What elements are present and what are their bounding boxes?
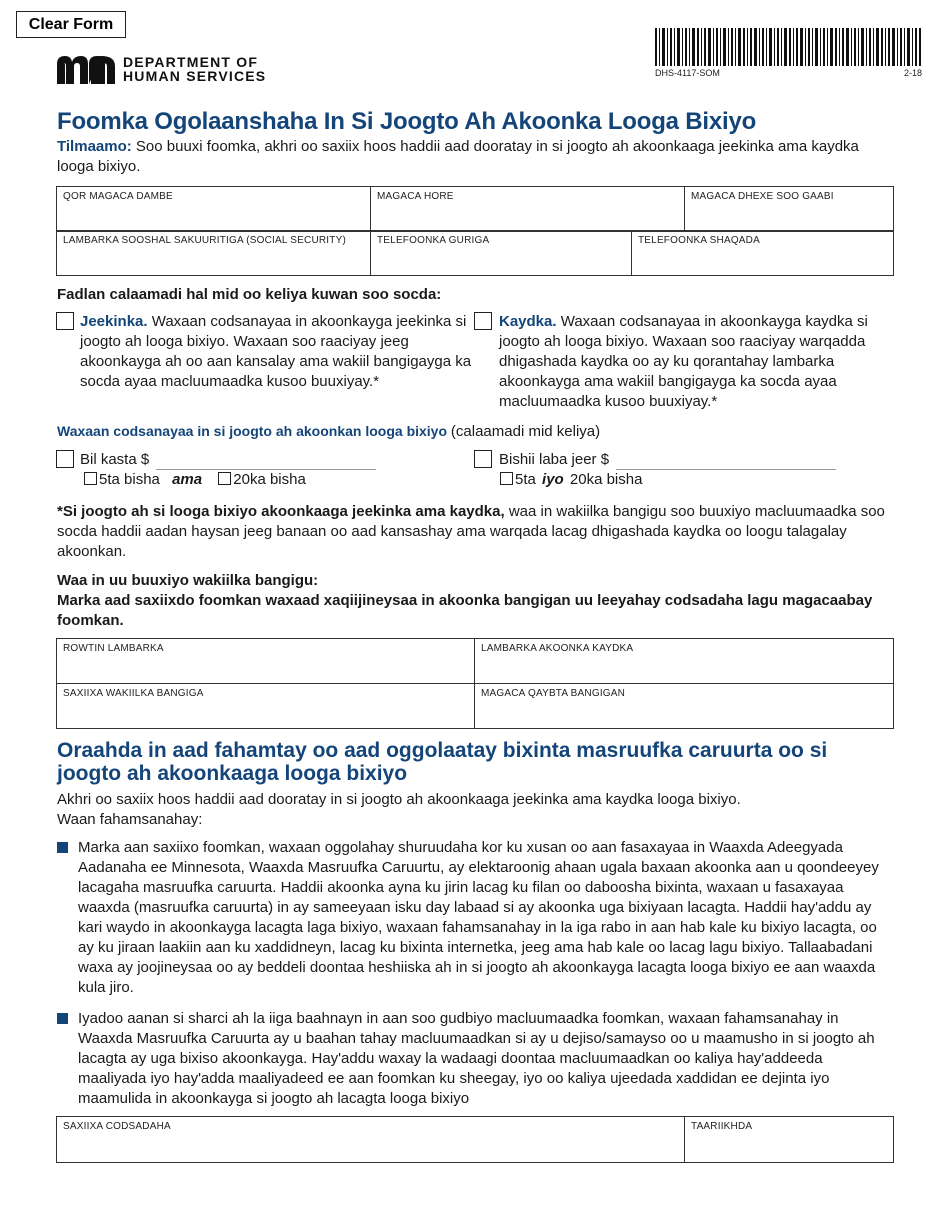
agreement-bullet-1: Marka aan saxiixo foomkan, waxaan oggolahay shuruudaha kor ku xusan oo aan fasaxayaa in Waaxda Adeegyada Aadanaha ee Minnesota, Waaxda Masruufka Caruurtu, ay elektaroonig ahaan ugala baxaan akoonka aan u qoondeeyey lacagaha masruufka caruurta. Haddii akoonka ayna ku jirin lacag ku filan oo daboosha bixinta, waxaan u fasaxayaa waaxda (masruufka caruurta) in ay sameeyaan isku day labaad si ay akoonka uga bixiyaan lacagta. Haddii hay'addu ay kari waydo in akoonkayga lacagta laga bixiyo, waxaan fahamsanahay in la iga rabo in aan hab kale ku bixiyo lacagta, oo ay ku jiraan laakiin aan ku xaddidneyn, lacag ku bixinta internetka, jeeg ama hab kale oo lacag lagu bixiyo. Tallaabadani waxa ay joojineysaa oo ay beddeli doontaa heshiiska ah in si joogto ah akoonkayga lacagta looga bixiyo ee aan waaxda kula jiro.	[78, 839, 879, 996]
first-name-field[interactable]: MAGACA HORE	[371, 187, 685, 232]
bullet-icon	[57, 1013, 68, 1024]
monthly-amount-input[interactable]	[156, 456, 376, 470]
signature-date-field[interactable]: TAARIIKHDA	[685, 1117, 894, 1163]
savings-label: Kaydka.	[499, 313, 557, 330]
instructions-text: Soo buuxi foomka, akhri oo saxiix hoos haddii aad dooratay in si joogto ah akoonkaaga jeekinka ama kaydka looga bixiyo.	[57, 138, 859, 175]
dept-line1: DEPARTMENT OF	[123, 54, 259, 70]
checking-checkbox[interactable]	[56, 312, 74, 330]
bank-section-subheading: Marka aad saxiixdo foomkan waxaad xaqiijineysaa in akoonka bangigan uu leeyahay codsadaha lagu magacaabay foomkan.	[57, 592, 873, 629]
dhs-logo	[55, 54, 266, 84]
form-date: 2-18	[903, 68, 922, 78]
applicant-signature-field[interactable]: SAXIIXA CODSADAHA	[57, 1117, 685, 1163]
clear-form-button[interactable]: Clear Form	[16, 11, 126, 38]
barcode-icon	[655, 28, 921, 66]
withdrawal-prompt: Waxaan codsanayaa in si joogto ah akoonkan looga bixiyo (calaamadi mid keliya)	[57, 423, 601, 440]
checking-text: Waxaan codsanayaa in akoonkayga jeekinka si joogto ah looga bixiyo. Waxaan soo raaciyay jeeg akoonkayga ah oo aan kansalay ama wakiil bangigayga ka socda ayaa macluumaadka kusoo buuxiyay.*	[80, 313, 472, 390]
last-name-field[interactable]: QOR MAGACA DAMBE	[57, 187, 371, 232]
bullet-icon	[57, 842, 68, 853]
twice-monthly-day-options: 5ta iyo 20ka bisha	[500, 470, 642, 490]
twice-5th-checkbox[interactable]	[500, 472, 513, 485]
monthly-day-options: 5ta bisha ama 20ka bisha	[84, 470, 306, 490]
page-title: Foomka Ogolaanshaha In Si Joogto Ah Akoonka Looga Bixiyo	[57, 108, 757, 135]
minnesota-logo-icon	[55, 54, 117, 84]
form-number: DHS-4117-SOM	[655, 68, 720, 78]
agreement-bullet-2: Iyadoo aanan si sharci ah la iiga baahnayn in aan soo gudbiyo macluumaadka foomkan, waxaan fahamsanahay in Waaxda Masruufka Caruurta ay u baahan tahay macluumaadkan si ay u dejiso/samayso oo u maamusho in si joogto ah lacagta ay uga bixiso akoonkayga. Hay'addu waxay la wadaagi doontaa macluumaadkan oo kaliya hay'addeeda maaliyada iyo hay'adda maaliyadeed ee aan foomkan ku sheegay, iyo oo kaliya ujeedada xaddidan ee dejinta iyo maamulida in akoonkayga si joogto ah lacagta looga bixiyo	[78, 1010, 875, 1107]
monthly-checkbox[interactable]	[56, 450, 74, 468]
bank-rep-signature-field[interactable]: SAXIIXA WAKIILKA BANGIGA	[57, 684, 475, 729]
routing-number-field[interactable]: ROWTIN LAMBARKA	[57, 639, 475, 684]
instructions	[57, 137, 897, 177]
instructions-label: Tilmaamo:	[57, 138, 132, 155]
savings-account-number-field[interactable]: LAMBARKA AKOONKA KAYDKA	[475, 639, 894, 684]
applicant-contact-table	[56, 230, 894, 276]
applicant-info-table	[56, 186, 894, 232]
home-phone-field[interactable]: TELEFOONKA GURIGA	[371, 231, 632, 276]
twice-monthly-checkbox[interactable]	[474, 450, 492, 468]
ssn-field[interactable]: LAMBARKA SOOSHAL SAKUURITIGA (SOCIAL SECURITY)	[57, 231, 371, 276]
dept-line2: HUMAN SERVICES	[123, 68, 267, 84]
agreement-intro-2: Waan fahamsanahay:	[57, 811, 203, 828]
savings-checkbox[interactable]	[474, 312, 492, 330]
bank-branch-name-field[interactable]: MAGACA QAYBTA BANGIGAN	[475, 684, 894, 729]
monthly-option: Bil kasta $	[80, 450, 376, 470]
bank-section-heading: Waa in uu buuxiyo wakiilka bangigu:	[57, 572, 319, 589]
twice-monthly-option: Bishii laba jeer $	[499, 450, 836, 470]
twice-monthly-amount-input[interactable]	[616, 456, 836, 470]
checking-label: Jeekinka.	[80, 313, 148, 330]
monthly-5th-checkbox[interactable]	[84, 472, 97, 485]
account-type-prompt: Fadlan calaamadi hal mid oo keliya kuwan soo socda:	[57, 286, 442, 303]
bank-info-table	[56, 638, 894, 729]
signature-table	[56, 1116, 894, 1163]
work-phone-field[interactable]: TELEFOONKA SHAQADA	[632, 231, 894, 276]
middle-name-field[interactable]: MAGACA DHEXE SOO GAABI	[685, 187, 894, 232]
savings-option	[499, 312, 899, 412]
checking-option	[80, 312, 472, 392]
agreement-intro: Akhri oo saxiix hoos haddii aad dooratay in si joogto ah akoonkaaga jeekinka ama kaydka looga bixiyo.	[57, 791, 741, 808]
savings-text: Waxaan codsanayaa in akoonkayga kaydka si joogto ah looga bixiyo. Waxaan soo raaciyay warqadda dhigashada kaydka oo ay ku qorantahay lambarka akoonkayga ama wakiil bangigayga ka socda ayaa macluumaadka kusoo buuxiyay.*	[499, 313, 868, 410]
bank-note: *Si joogto ah si looga bixiyo akoonkaaga jeekinka ama kaydka, waa in wakiilka bangigu soo buuxiyo macluumaadka soo socda haddii aadan haysan jeeg banaan oo aad kansashay ama warqada lacag dhigashada kaydka oo loogu talagalay akoonkan.	[57, 503, 885, 560]
agreement-heading: Oraahda in aad fahamtay oo aad oggolaatay bixinta masruufka caruurta oo si joogto ah akoonkaaga looga bixiyo	[57, 739, 828, 785]
monthly-20th-checkbox[interactable]	[218, 472, 231, 485]
